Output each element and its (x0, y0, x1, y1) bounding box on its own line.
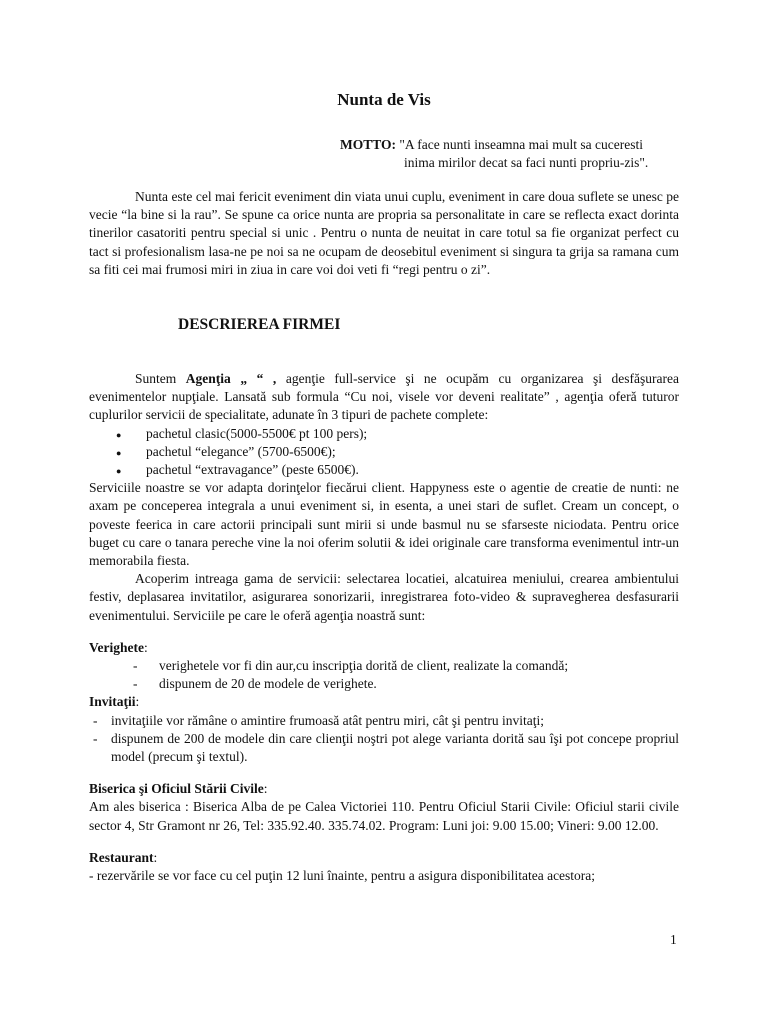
agency-name: Agenţia „ “ , (185, 371, 277, 386)
list-item: - dispunem de 20 de modele de verighete. (89, 675, 679, 693)
invitatii-list (89, 712, 679, 767)
list-item: - invitaţiile vor rămâne o amintire frumoasă atât pentru miri, cât şi pentru invitaţi; (89, 712, 679, 730)
motto-line-1: "A face nunti inseamna mai mult sa cuceresti (399, 137, 643, 152)
motto-line-2: inima mirilor decat sa faci nunti propriu-zis". (404, 155, 649, 170)
invitatii-heading: Invitaţii: (89, 694, 140, 710)
restaurant-text: - rezervările se vor face cu cel puţin 12 luni înainte, pentru a asigura disponibilitatea acestora; (89, 868, 596, 884)
page-number: 1 (670, 932, 677, 947)
intro-paragraph: Nunta este cel mai fericit eveniment din viata unui cuplu, eveniment in care doua suflete se unesc pe vecie “la bine si la rau”. Se spune ca orice nunta are propria sa personalitate in care se reflecta exact dorinta tinerilor casatoriti pentru special si unic . Pentru o nunta de neuitat in care totul sa fie organizat perfect cu tact si profesionalism lasa-ne pe noi sa ne ocupam de deosebitul eveniment si singura ta grija sa ramana cum sa fiti cei mai frumosi miri in ziua in care voi doi veti fi “regi pentru o zi”. (89, 189, 679, 277)
biserica-text: Am ales biserica : Biserica Alba de pe Calea Victoriei 110. Pentru Oficiul Starii Civile: Oficiul starii civile sector 4, Str Gramont nr 26, Tel: 335.92.40. 335.74.02. Program: Luni joi: 9.00 15.00; Vineri: 9.00 12.00. (89, 799, 679, 833)
restaurant-heading: Restaurant: (89, 849, 158, 865)
agency-paragraph (89, 370, 679, 425)
agency-intro-start: Suntem (135, 371, 186, 386)
agency-intro-rest: agenţie full-service şi ne ocupăm cu organizarea şi desfăşurarea evenimentelor nupţiale. Lansată sub formula “Cu noi, visele vor deveni realitate” , agenţia oferă tuturor cuplurilor servicii de specialitate, adunate în 3 tipuri de pachete complete: (89, 371, 679, 423)
list-item: ● pachetul “elegance” (5700-6500€); (116, 443, 679, 461)
verighete-heading: Verighete: (89, 639, 148, 655)
section-heading: DESCRIEREA FIRMEI (178, 316, 341, 333)
verighete-list (89, 657, 679, 693)
biserica-heading: Biserica şi Oficiul Stării Civile: (89, 781, 268, 797)
agency-section (89, 370, 679, 885)
list-item: - verighetele vor fi din aur,cu inscripţia dorită de client, realizate la comandă; (89, 657, 679, 675)
services-paragraph: Serviciile noastre se vor adapta dorinţelor fiecărui client. Happyness este o agentie de creatie de nunti: ne axam pe conceperea integrala a unui eveniment si, in esenta, a unei stari de suflet. Cream un concept, o poveste feerica in care actorii principali sunt mirii si unde basmul nu se sfarseste niciodata. Pentru orice buget cu care o tanara pereche vine la noi oferim solutii & idei originale care transforma evenimentul intr-un memorabila fiesta. (89, 480, 679, 569)
list-item: ● pachetul “extravagance” (peste 6500€). (116, 461, 679, 479)
document-title: Nunta de Vis (337, 90, 431, 109)
motto (340, 136, 685, 172)
coverage-paragraph: Acoperim intreaga gama de servicii: selectarea locatiei, alcatuirea meniului, crearea ambientului festiv, deplasarea invitatilor, asigurarea sonorizarii, inregistrarea foto-video & supravegherea desfasurarii evenimentului. Serviciile pe care le oferă agenţia noastră sunt: (89, 571, 679, 623)
list-item: - dispunem de 200 de modele din care clienţii noştri pot alege varianta dorită sau îşi pot concepe propriul model (precum şi textul). (89, 730, 679, 766)
motto-label: MOTTO: (340, 137, 397, 152)
packages-list (89, 425, 679, 480)
list-item: ● pachetul clasic(5000-5500€ pt 100 pers); (116, 425, 679, 443)
